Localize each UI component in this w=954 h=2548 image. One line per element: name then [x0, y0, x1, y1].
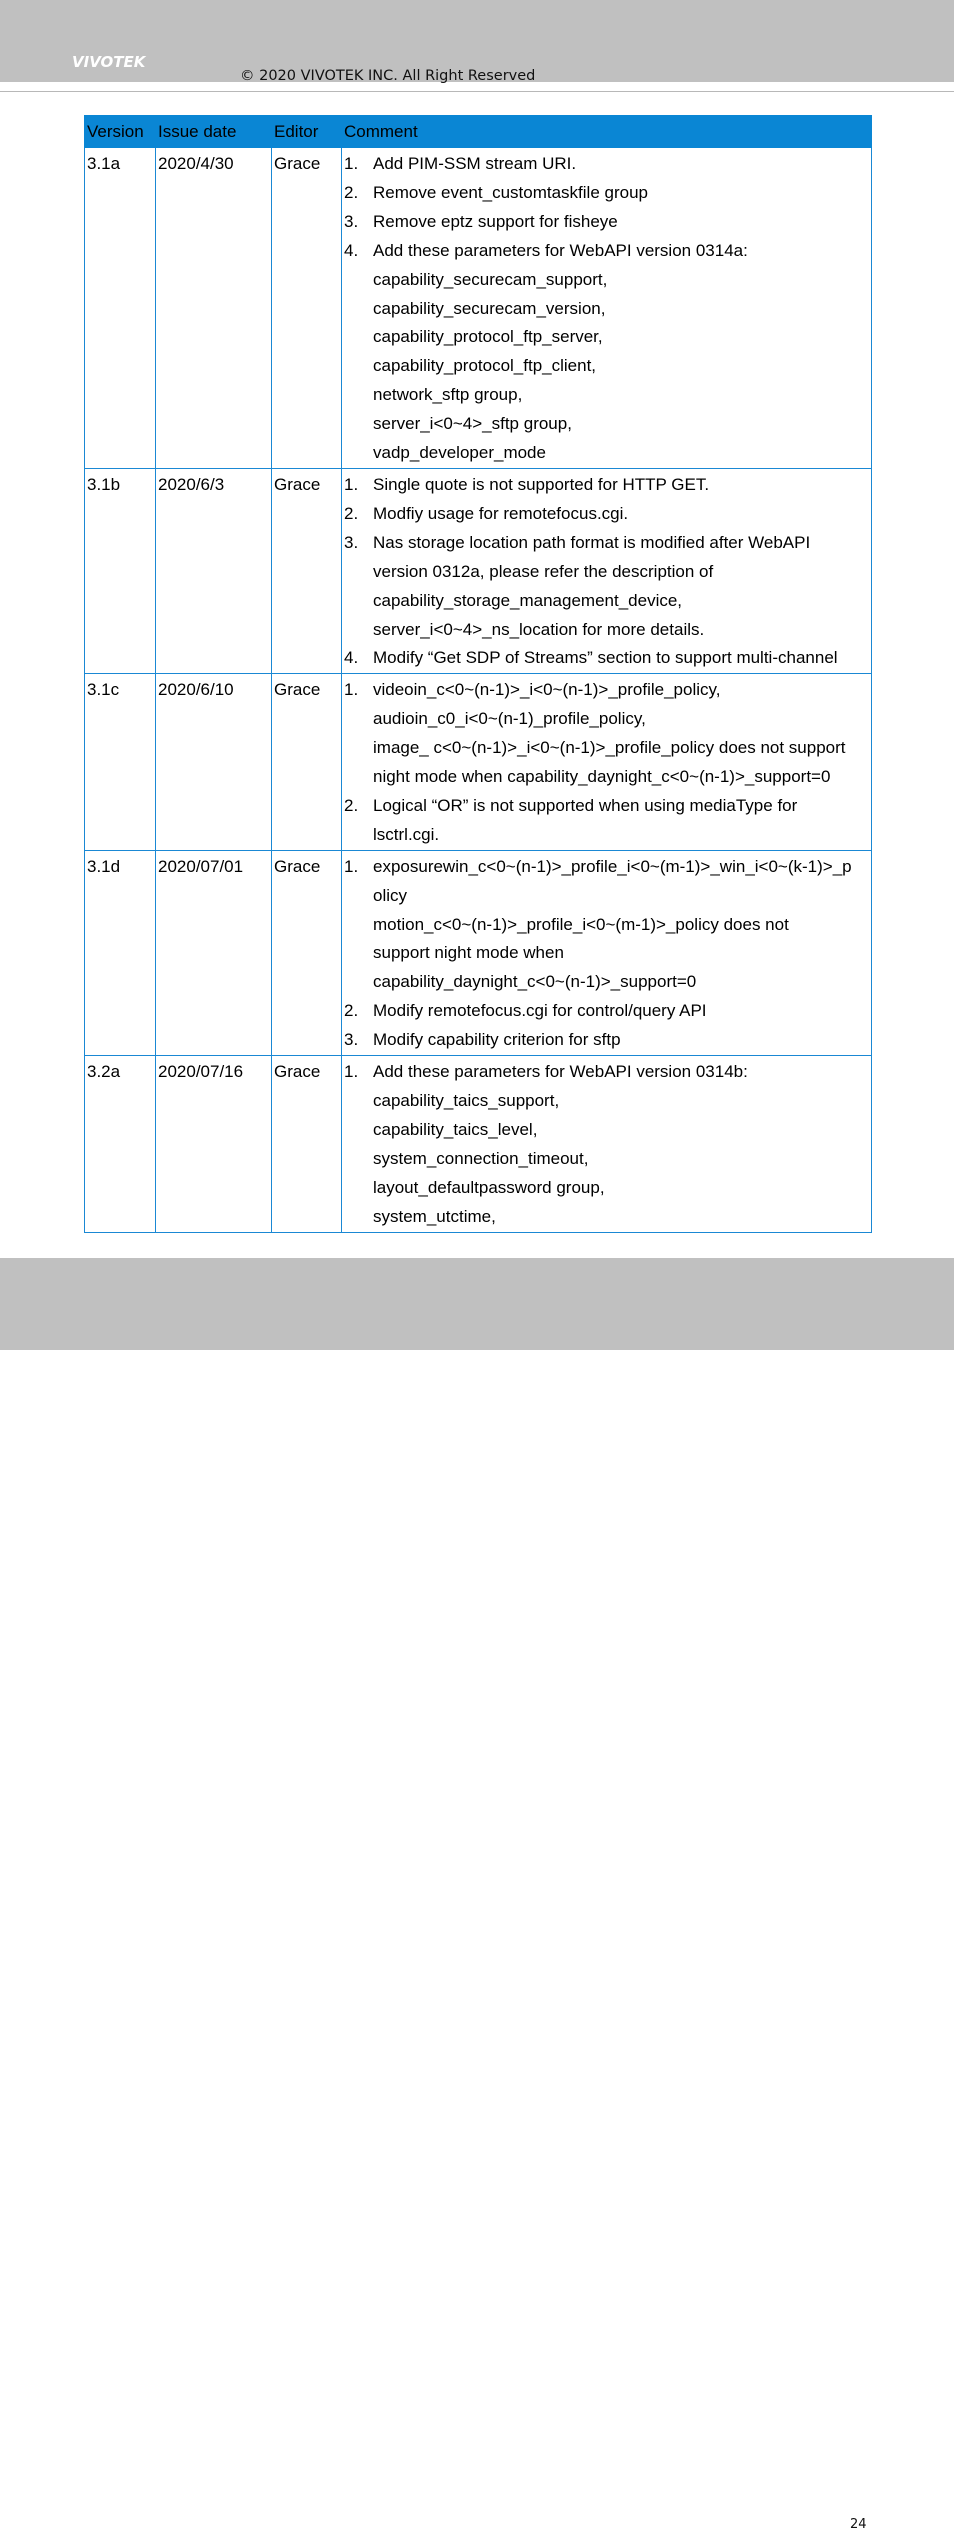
- list-item: [344, 179, 869, 208]
- list-item-text: Nas storage location path format is modified after WebAPI: [373, 532, 811, 552]
- column-header-issue-date: Issue date: [156, 116, 272, 148]
- list-item-number: 1.: [344, 856, 359, 876]
- list-item-number: 2.: [344, 795, 359, 815]
- comment-list: [344, 150, 869, 468]
- list-item-text: motion_c<0~(n-1)>_profile_i<0~(m-1)>_policy does not: [373, 914, 789, 934]
- list-item-number: 3.: [344, 211, 359, 231]
- list-item-text: lsctrl.cgi.: [373, 824, 440, 844]
- cell-editor: Grace: [272, 468, 342, 673]
- list-item: [344, 676, 869, 792]
- list-item-number: 4.: [344, 648, 359, 668]
- cell-version: 3.1b: [85, 468, 156, 673]
- list-item-text: server_i<0~4>_sftp group,: [373, 414, 572, 434]
- list-item-text: capability_taics_level,: [373, 1119, 538, 1139]
- table-row: [85, 674, 872, 850]
- copyright-notice: © 2020 VIVOTEK INC. All Right Reserved: [240, 68, 536, 84]
- list-item-text: capability_taics_support,: [373, 1091, 560, 1110]
- list-item-text: Modify capability criterion for sftp: [373, 1030, 621, 1050]
- table-row: [85, 1056, 872, 1232]
- brand-logo: VIVOTEK: [72, 53, 146, 71]
- table-body: [85, 148, 872, 1233]
- list-item: [344, 997, 869, 1026]
- list-item-text: capability_storage_management_device,: [373, 590, 683, 610]
- list-item-text: system_connection_timeout,: [373, 1148, 589, 1168]
- list-item-text: version 0312a, please refer the description of: [373, 561, 714, 581]
- header-divider: [0, 91, 954, 92]
- list-item-text: network_sftp group,: [373, 385, 523, 405]
- list-item-text: capability_securecam_version,: [373, 298, 606, 318]
- list-item-text: system_utctime,: [373, 1206, 496, 1226]
- cell-issue-date: 2020/6/10: [156, 674, 272, 850]
- list-item: [344, 150, 869, 179]
- list-item-text: Modfiy usage for remotefocus.cgi.: [373, 503, 629, 523]
- list-item-text: capability_securecam_support,: [373, 269, 608, 289]
- column-header-editor: Editor: [272, 116, 342, 148]
- cell-editor: Grace: [272, 850, 342, 1055]
- cell-editor: Grace: [272, 674, 342, 850]
- table-row: [85, 850, 872, 1055]
- list-item-number: 1.: [344, 474, 359, 494]
- cell-editor: Grace: [272, 1056, 342, 1232]
- comment-list: [344, 1058, 869, 1231]
- comment-list: [344, 471, 869, 673]
- cell-comment: [342, 850, 872, 1055]
- list-item-text: capability_protocol_ftp_client,: [373, 356, 597, 376]
- list-item: [344, 853, 869, 998]
- table-header-row: [85, 116, 872, 148]
- cell-comment: [342, 674, 872, 850]
- list-item-text: olicy: [373, 885, 408, 905]
- cell-issue-date: 2020/4/30: [156, 148, 272, 469]
- manual-page-label: 178 - User's Manual: [70, 2532, 210, 2548]
- list-item-text: server_i<0~4>_ns_location for more details.: [373, 619, 705, 639]
- cell-version: 3.1a: [85, 148, 156, 469]
- list-item-text: support night mode when: [373, 943, 564, 963]
- list-item-text: Add PIM-SSM stream URI.: [373, 154, 577, 173]
- cell-version: 3.2a: [85, 1056, 156, 1232]
- cell-comment: [342, 468, 872, 673]
- list-item-number: 3.: [344, 1030, 359, 1050]
- list-item-number: 2.: [344, 1001, 359, 1021]
- list-item-text: image_ c<0~(n-1)>_i<0~(n-1)>_profile_policy does not support: [373, 738, 846, 758]
- cell-issue-date: 2020/6/3: [156, 468, 272, 673]
- cell-issue-date: 2020/07/01: [156, 850, 272, 1055]
- list-item-text: Single quote is not supported for HTTP GET.: [373, 474, 710, 494]
- list-item: [344, 529, 869, 645]
- revision-history-table: [84, 115, 872, 1233]
- cell-comment: [342, 1056, 872, 1232]
- list-item: [344, 1026, 869, 1055]
- list-item: [344, 237, 869, 468]
- cell-version: 3.1d: [85, 850, 156, 1055]
- comment-list: [344, 676, 869, 849]
- cell-comment: [342, 148, 872, 469]
- column-header-comment: Comment: [342, 116, 872, 148]
- list-item: [344, 500, 869, 529]
- cell-issue-date: 2020/07/16: [156, 1056, 272, 1232]
- list-item-number: 1.: [344, 680, 359, 700]
- list-item: [344, 792, 869, 850]
- list-item-text: night mode when capability_daynight_c<0~(n-1)>_support=0: [373, 767, 831, 787]
- table-row: [85, 148, 872, 469]
- list-item-text: Logical “OR” is not supported when using mediaType for: [373, 795, 798, 815]
- list-item: [344, 471, 869, 500]
- list-item-text: Remove eptz support for fisheye: [373, 211, 618, 231]
- list-item-text: exposurewin_c<0~(n-1)>_profile_i<0~(m-1)>_win_i<0~(k-1)>_p: [373, 856, 852, 876]
- list-item-text: Modify “Get SDP of Streams” section to support multi-channel: [373, 648, 838, 668]
- cell-editor: Grace: [272, 148, 342, 469]
- list-item-text: Add these parameters for WebAPI version 0314a:: [373, 240, 748, 260]
- page-header: [0, 0, 954, 82]
- comment-list: [344, 853, 869, 1055]
- list-item-text: Remove event_customtaskfile group: [373, 182, 648, 202]
- page-number: 24: [850, 2517, 867, 2532]
- list-item: [344, 208, 869, 237]
- list-item-number: 4.: [344, 240, 359, 260]
- cell-version: 3.1c: [85, 674, 156, 850]
- list-item-text: capability_daynight_c<0~(n-1)>_support=0: [373, 972, 697, 992]
- list-item: [344, 1058, 869, 1231]
- list-item-text: audioin_c0_i<0~(n-1)_profile_policy,: [373, 709, 646, 729]
- list-item-number: 1.: [344, 154, 359, 173]
- list-item-text: Modify remotefocus.cgi for control/query API: [373, 1001, 707, 1021]
- list-item-number: 2.: [344, 182, 359, 202]
- list-item-number: 1.: [344, 1062, 359, 1082]
- list-item-text: layout_defaultpassword group,: [373, 1177, 605, 1197]
- list-item-text: Add these parameters for WebAPI version 0314b:: [373, 1062, 748, 1082]
- column-header-version: Version: [85, 116, 156, 148]
- list-item-text: capability_protocol_ftp_server,: [373, 327, 603, 347]
- list-item-text: vadp_developer_mode: [373, 443, 546, 463]
- table-row: [85, 468, 872, 673]
- list-item-text: videoin_c<0~(n-1)>_i<0~(n-1)>_profile_policy,: [373, 680, 721, 700]
- list-item: [344, 644, 869, 673]
- list-item-number: 2.: [344, 503, 359, 523]
- page-footer: [0, 1258, 954, 2548]
- list-item-number: 3.: [344, 532, 359, 552]
